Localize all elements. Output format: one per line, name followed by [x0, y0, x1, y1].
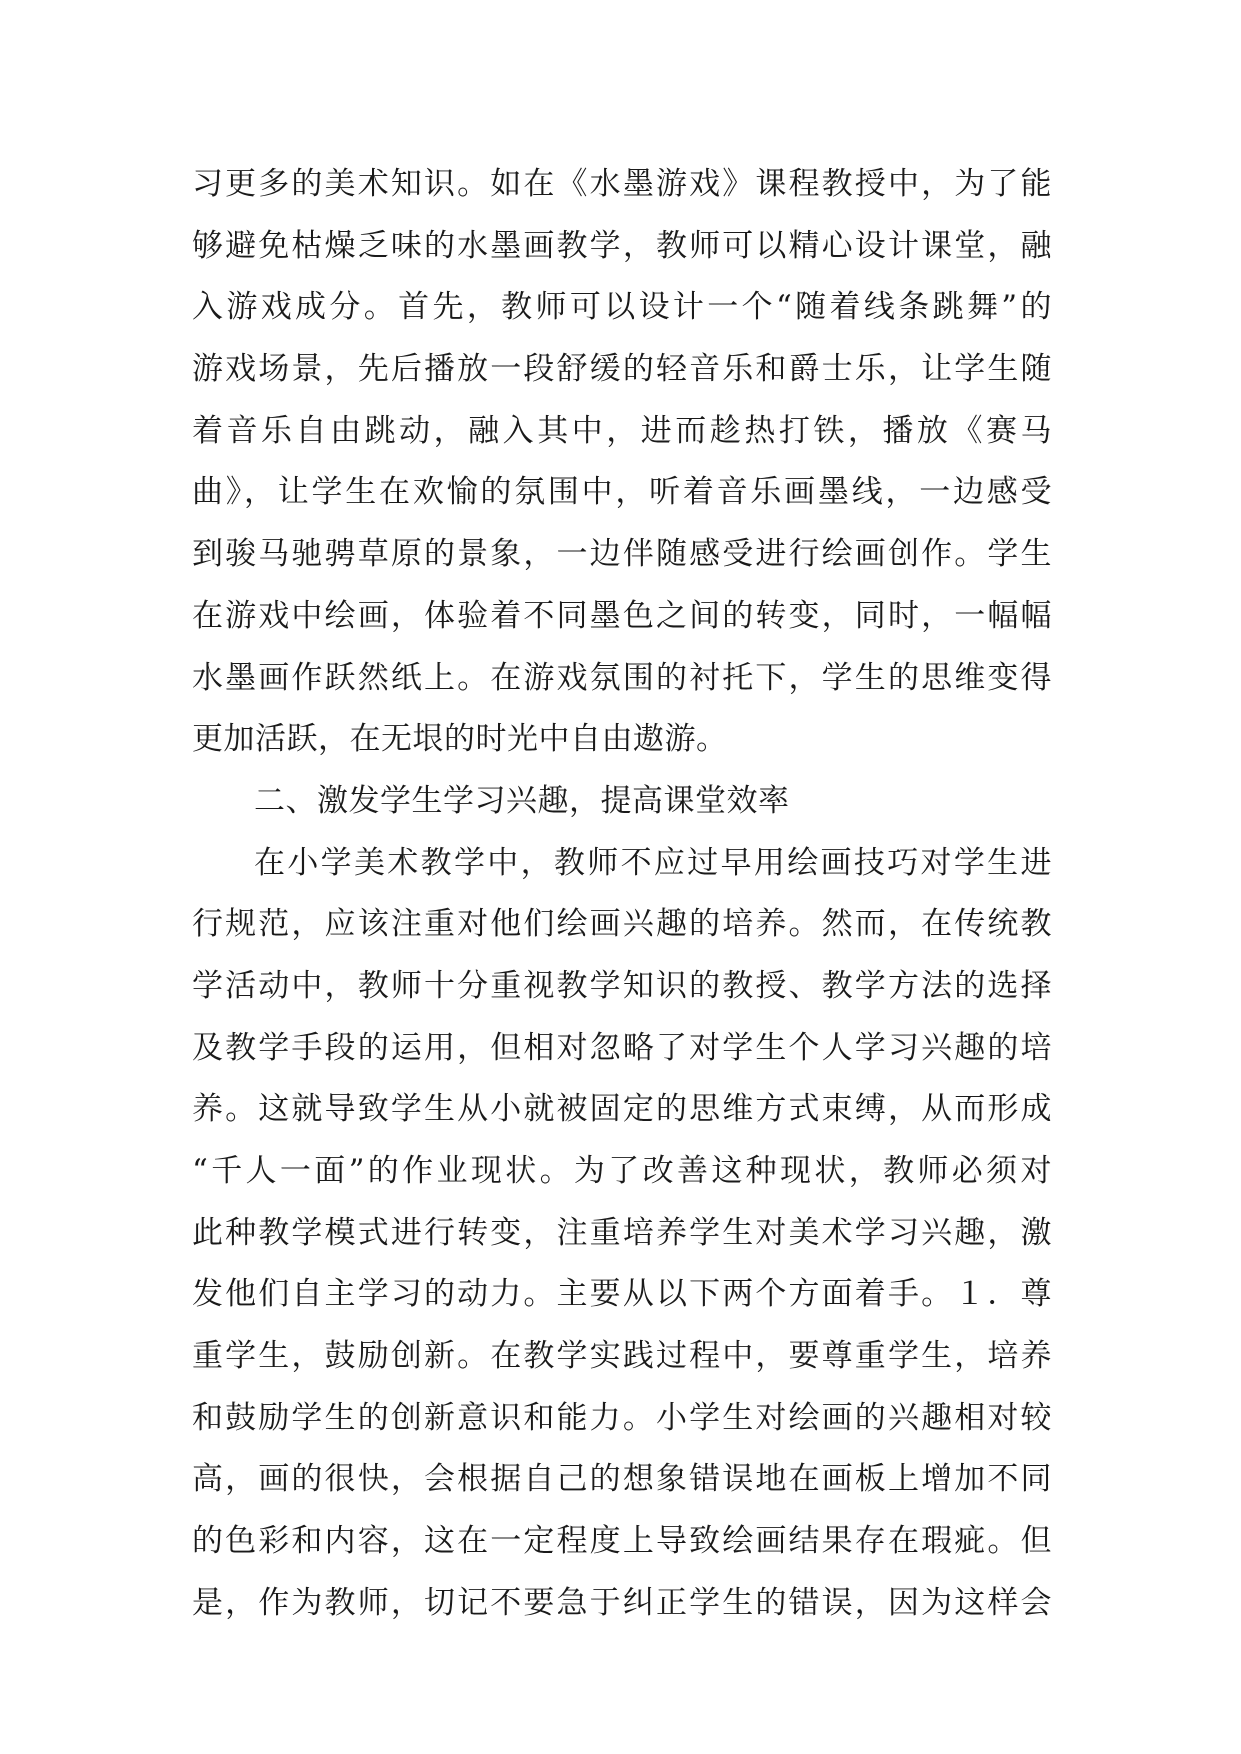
text-line: 在小学美术教学中，教师不应过早用绘画技巧对学生进 — [254, 844, 1052, 881]
text-line: 此种教学模式进行转变，注重培养学生对美术学习兴趣，激 — [192, 1214, 1052, 1251]
text-line: 水墨画作跃然纸上。在游戏氛围的衬托下，学生的思维变得 — [192, 659, 1052, 696]
text-line: 游戏场景，先后播放一段舒缓的轻音乐和爵士乐，让学生随 — [192, 351, 1052, 388]
text-line: 学活动中，教师十分重视教学知识的教授、教学方法的选择 — [192, 967, 1052, 1004]
text-line: 入游戏成分。首先，教师可以设计一个“随着线条跳舞”的 — [192, 289, 1052, 326]
text-line: 养。这就导致学生从小就被固定的思维方式束缚，从而形成 — [192, 1091, 1052, 1128]
text-line: 行规范，应该注重对他们绘画兴趣的培养。然而，在传统教 — [192, 906, 1052, 943]
text-line: 发他们自主学习的动力。主要从以下两个方面着手。１．尊 — [192, 1276, 1052, 1313]
text-line: 曲》，让学生在欢愉的氛围中，听着音乐画墨线，一边感受 — [192, 474, 1052, 511]
section-heading: 二、激发学生学习兴趣，提高课堂效率 — [254, 782, 790, 819]
text-line: 是，作为教师，切记不要急于纠正学生的错误，因为这样会 — [192, 1584, 1052, 1621]
text-line: “千人一面”的作业现状。为了改善这种现状，教师必须对 — [192, 1153, 1052, 1189]
text-line: 在游戏中绘画，体验着不同墨色之间的转变，同时，一幅幅 — [192, 597, 1052, 634]
text-line: 及教学手段的运用，但相对忽略了对学生个人学习兴趣的培 — [192, 1029, 1052, 1066]
text-line: 够避免枯燥乏味的水墨画教学，教师可以精心设计课堂，融 — [192, 227, 1052, 264]
text-line: 的色彩和内容，这在一定程度上导致绘画结果存在瑕疵。但 — [192, 1523, 1052, 1560]
text-line: 和鼓励学生的创新意识和能力。小学生对绘画的兴趣相对较 — [192, 1399, 1052, 1436]
text-line: 到骏马驰骋草原的景象，一边伴随感受进行绘画创作。学生 — [192, 536, 1052, 573]
text-line: 高，画的很快，会根据自己的想象错误地在画板上增加不同 — [192, 1461, 1052, 1498]
body-text — [192, 154, 1052, 1635]
text-line: 重学生，鼓励创新。在教学实践过程中，要尊重学生，培养 — [192, 1338, 1052, 1375]
text-line: 着音乐自由跳动，融入其中，进而趁热打铁，播放《赛马 — [192, 412, 1052, 449]
text-line: 更加活跃，在无垠的时光中自由遨游。 — [192, 721, 728, 758]
text-line: 习更多的美术知识。如在《水墨游戏》课程教授中，为了能 — [192, 166, 1052, 202]
